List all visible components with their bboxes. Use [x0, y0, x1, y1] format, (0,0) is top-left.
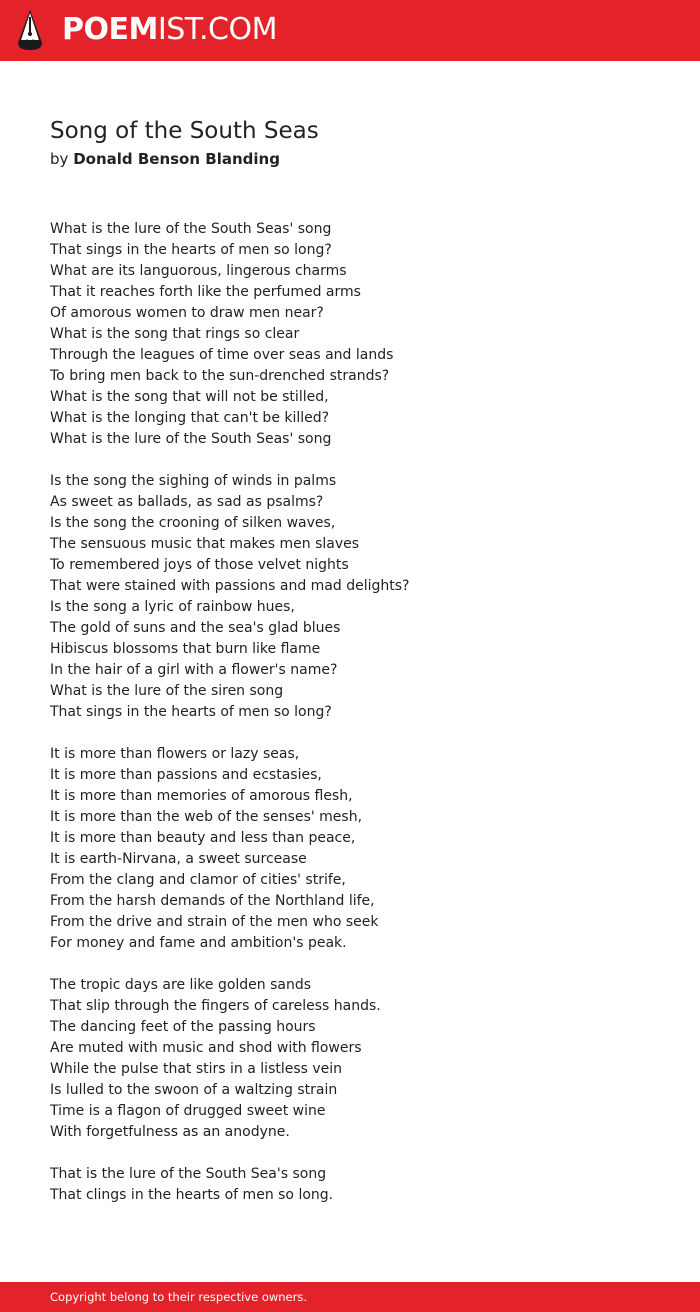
- poem-line: As sweet as ballads, as sad as psalms?: [50, 494, 324, 510]
- logo-light-text: IST.COM: [157, 12, 277, 47]
- poem-line: Is the song the crooning of silken waves,: [50, 515, 336, 531]
- poem-stanza: [50, 219, 670, 450]
- poem-line: From the harsh demands of the Northland life,: [50, 893, 375, 909]
- poem-line: What is the song that will not be stilled,: [50, 389, 329, 405]
- poem-stanza: [50, 975, 670, 1143]
- byline-prefix: by: [50, 150, 69, 168]
- poem-title: Song of the South Seas: [50, 118, 319, 144]
- site-footer: [0, 1282, 700, 1312]
- poem-stanza: [50, 744, 670, 954]
- poem-line: What is the lure of the South Seas' song: [50, 431, 332, 447]
- poem-line: What is the lure of the South Seas' song: [50, 221, 332, 237]
- poem-line: It is earth-Nirvana, a sweet surcease: [50, 851, 307, 867]
- poem-line: Is lulled to the swoon of a waltzing strain: [50, 1082, 338, 1098]
- site-header: [0, 0, 700, 61]
- poem-stanza: [50, 471, 670, 723]
- poem-line: From the drive and strain of the men who seek: [50, 914, 379, 930]
- poem-line: That sings in the hearts of men so long?: [50, 242, 332, 258]
- poem-line: Time is a flagon of drugged sweet wine: [50, 1103, 326, 1119]
- poem-line: That clings in the hearts of men so long.: [50, 1187, 334, 1203]
- poem-line: The dancing feet of the passing hours: [50, 1019, 316, 1035]
- poem-line: For money and fame and ambition's peak.: [50, 935, 347, 951]
- poem-line: Of amorous women to draw men near?: [50, 305, 324, 321]
- logo-bold-text: POEM: [62, 12, 158, 47]
- poem-line: Hibiscus blossoms that burn like flame: [50, 641, 321, 657]
- poem-line: In the hair of a girl with a flower's name?: [50, 662, 338, 678]
- copyright-text: Copyright belong to their respective owners.: [50, 1290, 308, 1304]
- poem-line: That were stained with passions and mad delights?: [50, 578, 410, 594]
- byline: [50, 148, 280, 170]
- pen-nib-icon[interactable]: [17, 9, 43, 51]
- poem-line: While the pulse that stirs in a listless vein: [50, 1061, 343, 1077]
- poem-line: Are muted with music and shod with flowers: [50, 1040, 362, 1056]
- poem-line: What is the song that rings so clear: [50, 326, 300, 342]
- poem-line: To bring men back to the sun-drenched strands?: [50, 368, 390, 384]
- poem-line: It is more than flowers or lazy seas,: [50, 746, 300, 762]
- poem-line: That sings in the hearts of men so long?: [50, 704, 332, 720]
- poem-line: That slip through the fingers of careless hands.: [50, 998, 381, 1014]
- poem-line: Through the leagues of time over seas and lands: [50, 347, 394, 363]
- poem-line: What is the longing that can't be killed?: [50, 410, 330, 426]
- poem-line: That it reaches forth like the perfumed arms: [50, 284, 361, 300]
- author-name: Donald Benson Blanding: [73, 150, 280, 168]
- poem-stanza: [50, 1164, 670, 1206]
- poem-line: What is the lure of the siren song: [50, 683, 284, 699]
- poem-body: [50, 219, 670, 1227]
- poem-line: It is more than beauty and less than peace,: [50, 830, 356, 846]
- poem-line: The tropic days are like golden sands: [50, 977, 312, 993]
- poem-line: It is more than memories of amorous flesh,: [50, 788, 353, 804]
- poem-line: The sensuous music that makes men slaves: [50, 536, 360, 552]
- poem-line: With forgetfulness as an anodyne.: [50, 1124, 290, 1140]
- site-logo[interactable]: [62, 12, 277, 48]
- poem-line: What are its languorous, lingerous charms: [50, 263, 347, 279]
- poem-line: The gold of suns and the sea's glad blues: [50, 620, 341, 636]
- poem-line: It is more than passions and ecstasies,: [50, 767, 322, 783]
- poem-line: That is the lure of the South Sea's song: [50, 1166, 327, 1182]
- poem-line: Is the song the sighing of winds in palms: [50, 473, 337, 489]
- poem-line: Is the song a lyric of rainbow hues,: [50, 599, 295, 615]
- poem-line: It is more than the web of the senses' mesh,: [50, 809, 363, 825]
- poem-line: To remembered joys of those velvet nights: [50, 557, 349, 573]
- poem-line: From the clang and clamor of cities' strife,: [50, 872, 346, 888]
